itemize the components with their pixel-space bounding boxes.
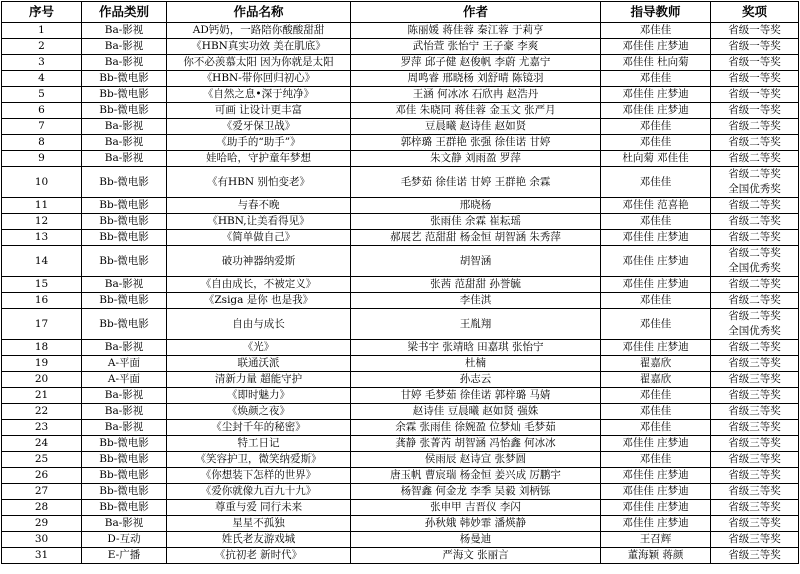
cell-category: Bb-微电影 bbox=[82, 198, 167, 214]
header-row bbox=[2, 2, 799, 23]
award-line: 省级二等奖 bbox=[728, 341, 781, 354]
cell-authors: 杜楠 bbox=[351, 356, 601, 372]
award-line: 省级二等奖 bbox=[728, 215, 781, 228]
cell-award bbox=[711, 340, 799, 356]
cell-title: AD钙奶，一路陪你酸酸甜甜 bbox=[167, 23, 351, 39]
cell-authors: 龚静 张菁芮 胡智涵 冯怡鑫 何冰冰 bbox=[351, 436, 601, 452]
cell-no: 22 bbox=[2, 404, 82, 420]
header-no: 序号 bbox=[2, 2, 82, 23]
table-row bbox=[2, 246, 799, 277]
cell-title: 《爱你就像九百九十九》 bbox=[167, 484, 351, 500]
cell-no: 9 bbox=[2, 151, 82, 167]
award-line: 省级三等奖 bbox=[728, 437, 781, 450]
cell-authors: 张茜 范甜甜 孙誉毓 bbox=[351, 277, 601, 293]
cell-teacher: 邓佳佳 庄梦迪 bbox=[601, 39, 711, 55]
cell-authors: 杨智鑫 何金龙 李季 吴毅 刘柄铄 bbox=[351, 484, 601, 500]
cell-award bbox=[711, 500, 799, 516]
table-row bbox=[2, 214, 799, 230]
table-row bbox=[2, 340, 799, 356]
cell-authors: 赵诗佳 豆晨曦 赵如贤 强姝 bbox=[351, 404, 601, 420]
cell-authors: 孙志云 bbox=[351, 372, 601, 388]
cell-title: 清新力量 超能守护 bbox=[167, 372, 351, 388]
cell-title: 《HBN,让美看得见》 bbox=[167, 214, 351, 230]
table-row bbox=[2, 484, 799, 500]
cell-category: Bb-微电影 bbox=[82, 452, 167, 468]
cell-no: 26 bbox=[2, 468, 82, 484]
cell-category: Bb-微电影 bbox=[82, 214, 167, 230]
cell-title: 《有HBN 别怕变老》 bbox=[167, 167, 351, 198]
table-row bbox=[2, 468, 799, 484]
cell-award bbox=[711, 103, 799, 119]
cell-no: 30 bbox=[2, 532, 82, 548]
cell-no: 17 bbox=[2, 309, 82, 340]
cell-award bbox=[711, 404, 799, 420]
cell-no: 13 bbox=[2, 230, 82, 246]
award-line: 省级一等奖 bbox=[728, 56, 781, 69]
cell-category: Bb-微电影 bbox=[82, 468, 167, 484]
cell-title: 特工日记 bbox=[167, 436, 351, 452]
award-line: 省级三等奖 bbox=[728, 549, 781, 562]
award-line: 省级三等奖 bbox=[728, 405, 781, 418]
cell-title: 《助手的“助手”》 bbox=[167, 135, 351, 151]
cell-award bbox=[711, 87, 799, 103]
cell-no: 20 bbox=[2, 372, 82, 388]
cell-title: 《笑容护卫，微笑纳爱斯》 bbox=[167, 452, 351, 468]
table-body bbox=[2, 23, 799, 564]
cell-award bbox=[711, 23, 799, 39]
cell-category: Bb-微电影 bbox=[82, 500, 167, 516]
cell-no: 16 bbox=[2, 293, 82, 309]
cell-title: 与春不晚 bbox=[167, 198, 351, 214]
cell-award bbox=[711, 230, 799, 246]
cell-title: 尊重与爱 同行未来 bbox=[167, 500, 351, 516]
cell-category: Ba-影视 bbox=[82, 151, 167, 167]
table-row bbox=[2, 500, 799, 516]
cell-award bbox=[711, 468, 799, 484]
cell-category: Ba-影视 bbox=[82, 135, 167, 151]
award-line: 省级一等奖 bbox=[728, 104, 781, 117]
award-line: 省级三等奖 bbox=[728, 389, 781, 402]
cell-category: Bb-微电影 bbox=[82, 246, 167, 277]
table-row bbox=[2, 55, 799, 71]
cell-award bbox=[711, 452, 799, 468]
cell-category: D-互动 bbox=[82, 532, 167, 548]
award-line: 省级二等奖 bbox=[728, 231, 781, 244]
header-category: 作品类别 bbox=[82, 2, 167, 23]
cell-title: 《HBN真实功效 美在肌底》 bbox=[167, 39, 351, 55]
cell-category: A-平面 bbox=[82, 356, 167, 372]
awards-table bbox=[1, 1, 799, 564]
table-row bbox=[2, 277, 799, 293]
award-line: 省级二等奖 bbox=[728, 168, 781, 180]
cell-authors: 胡智涵 bbox=[351, 246, 601, 277]
cell-title: 《HBN-带你回归初心》 bbox=[167, 71, 351, 87]
cell-teacher: 邓佳佳 bbox=[601, 404, 711, 420]
cell-category: Ba-影视 bbox=[82, 516, 167, 532]
cell-no: 31 bbox=[2, 548, 82, 564]
table-row bbox=[2, 293, 799, 309]
cell-authors: 王涵 何冰冰 石欣冉 赵浩丹 bbox=[351, 87, 601, 103]
award-line: 省级一等奖 bbox=[728, 24, 781, 37]
cell-no: 1 bbox=[2, 23, 82, 39]
cell-title: 《即时魅力》 bbox=[167, 388, 351, 404]
cell-teacher: 邓佳佳 庄梦迪 bbox=[601, 436, 711, 452]
cell-category: Bb-微电影 bbox=[82, 436, 167, 452]
cell-teacher: 翟嘉欣 bbox=[601, 372, 711, 388]
cell-teacher: 邓佳佳 bbox=[601, 309, 711, 340]
cell-award bbox=[711, 372, 799, 388]
award-line: 省级二等奖 bbox=[728, 199, 781, 212]
cell-no: 19 bbox=[2, 356, 82, 372]
cell-authors: 罗萍 邱子健 赵俊帆 李蔚 尤嘉宁 bbox=[351, 55, 601, 71]
cell-teacher: 邓佳佳 庄梦迪 bbox=[601, 277, 711, 293]
cell-title: 《简单做自己》 bbox=[167, 230, 351, 246]
cell-award bbox=[711, 420, 799, 436]
award-line: 省级一等奖 bbox=[728, 72, 781, 85]
cell-award bbox=[711, 356, 799, 372]
header-award: 奖项 bbox=[711, 2, 799, 23]
award-line: 省级三等奖 bbox=[728, 485, 781, 498]
table-row bbox=[2, 356, 799, 372]
table-row bbox=[2, 516, 799, 532]
cell-title: 可画 让设计更丰富 bbox=[167, 103, 351, 119]
cell-category: Ba-影视 bbox=[82, 388, 167, 404]
cell-authors: 唐玉帆 曹宸瑞 杨金恒 姜兴成 厉鹏宇 bbox=[351, 468, 601, 484]
cell-teacher: 邓佳佳 bbox=[601, 214, 711, 230]
cell-teacher: 邓佳佳 bbox=[601, 23, 711, 39]
cell-authors: 余霖 张雨佳 徐婉盈 位梦灿 毛梦茹 bbox=[351, 420, 601, 436]
cell-no: 6 bbox=[2, 103, 82, 119]
cell-authors: 孙秋娥 韩妙霏 潘煐静 bbox=[351, 516, 601, 532]
cell-no: 8 bbox=[2, 135, 82, 151]
cell-no: 10 bbox=[2, 167, 82, 198]
cell-title: 破功神器纳爱斯 bbox=[167, 246, 351, 277]
cell-authors: 郭梓璐 王群艳 张强 徐佳诺 甘婷 bbox=[351, 135, 601, 151]
cell-category: Bb-微电影 bbox=[82, 309, 167, 340]
table-row bbox=[2, 103, 799, 119]
cell-award bbox=[711, 39, 799, 55]
award-line: 省级二等奖 bbox=[728, 294, 781, 307]
cell-teacher: 邓佳佳 杜向菊 bbox=[601, 55, 711, 71]
table-row bbox=[2, 119, 799, 135]
header-title: 作品名称 bbox=[167, 2, 351, 23]
cell-award bbox=[711, 548, 799, 564]
cell-title: 《光》 bbox=[167, 340, 351, 356]
cell-award bbox=[711, 293, 799, 309]
cell-teacher: 邓佳佳 庄梦迪 bbox=[601, 484, 711, 500]
table-row bbox=[2, 452, 799, 468]
cell-award bbox=[711, 214, 799, 230]
cell-award bbox=[711, 246, 799, 277]
cell-authors: 郝展艺 范甜甜 杨金恒 胡智涵 朱秀萍 bbox=[351, 230, 601, 246]
cell-category: Ba-影视 bbox=[82, 119, 167, 135]
cell-no: 14 bbox=[2, 246, 82, 277]
table-row bbox=[2, 87, 799, 103]
cell-award bbox=[711, 309, 799, 340]
cell-title: 《自然之息•深于纯净》 bbox=[167, 87, 351, 103]
award-line: 全国优秀奖 bbox=[728, 262, 781, 274]
cell-no: 21 bbox=[2, 388, 82, 404]
cell-teacher: 邓佳佳 庄梦迪 bbox=[601, 87, 711, 103]
award-line: 省级一等奖 bbox=[728, 40, 781, 53]
table-row bbox=[2, 151, 799, 167]
cell-category: Ba-影视 bbox=[82, 39, 167, 55]
cell-title: 《尘封千年的秘密》 bbox=[167, 420, 351, 436]
cell-no: 12 bbox=[2, 214, 82, 230]
cell-title: 你不必羡慕太阳 因为你就是太阳 bbox=[167, 55, 351, 71]
cell-title: 《自由成长，不被定义》 bbox=[167, 277, 351, 293]
cell-authors: 朱文静 刘雨盈 罗萍 bbox=[351, 151, 601, 167]
award-line: 省级二等奖 bbox=[728, 152, 781, 165]
cell-teacher: 邓佳佳 庄梦迪 bbox=[601, 340, 711, 356]
cell-no: 27 bbox=[2, 484, 82, 500]
cell-authors: 甘婷 毛梦茹 徐佳诺 郭梓璐 马婧 bbox=[351, 388, 601, 404]
award-line: 省级三等奖 bbox=[728, 421, 781, 434]
cell-teacher: 邓佳佳 bbox=[601, 119, 711, 135]
table-row bbox=[2, 372, 799, 388]
cell-category: Ba-影视 bbox=[82, 404, 167, 420]
cell-authors: 王胤翔 bbox=[351, 309, 601, 340]
cell-authors: 梁书宇 张靖晗 田嘉琪 张怡宁 bbox=[351, 340, 601, 356]
cell-no: 2 bbox=[2, 39, 82, 55]
cell-category: Ba-影视 bbox=[82, 340, 167, 356]
award-line: 全国优秀奖 bbox=[728, 325, 781, 337]
cell-award bbox=[711, 151, 799, 167]
cell-award bbox=[711, 135, 799, 151]
cell-no: 15 bbox=[2, 277, 82, 293]
header-authors: 作者 bbox=[351, 2, 601, 23]
cell-authors: 邢晓杨 bbox=[351, 198, 601, 214]
cell-title: 联通沃派 bbox=[167, 356, 351, 372]
cell-award bbox=[711, 71, 799, 87]
cell-teacher: 杜向菊 邓佳佳 bbox=[601, 151, 711, 167]
cell-category: Ba-影视 bbox=[82, 55, 167, 71]
cell-authors: 侯雨辰 赵诗宣 张梦圆 bbox=[351, 452, 601, 468]
cell-title: 娃哈哈，守护童年梦想 bbox=[167, 151, 351, 167]
cell-teacher: 翟嘉欣 bbox=[601, 356, 711, 372]
award-line: 省级二等奖 bbox=[728, 247, 781, 259]
cell-teacher: 邓佳佳 bbox=[601, 71, 711, 87]
cell-teacher: 邓佳佳 庄梦迪 bbox=[601, 103, 711, 119]
cell-authors: 周鸣睿 邢晓杨 刘舒晴 陈镜羽 bbox=[351, 71, 601, 87]
cell-award bbox=[711, 167, 799, 198]
cell-teacher: 邓佳佳 庄梦迪 bbox=[601, 516, 711, 532]
award-line: 省级三等奖 bbox=[728, 373, 781, 386]
cell-title: 《爱牙保卫战》 bbox=[167, 119, 351, 135]
table-row bbox=[2, 167, 799, 198]
cell-award bbox=[711, 277, 799, 293]
table-row bbox=[2, 420, 799, 436]
cell-no: 4 bbox=[2, 71, 82, 87]
cell-category: Bb-微电影 bbox=[82, 103, 167, 119]
award-line: 省级三等奖 bbox=[728, 517, 781, 530]
cell-authors: 严海文 张丽言 bbox=[351, 548, 601, 564]
award-line: 省级三等奖 bbox=[728, 533, 781, 546]
cell-category: Ba-影视 bbox=[82, 23, 167, 39]
cell-teacher: 王召辉 bbox=[601, 532, 711, 548]
cell-no: 23 bbox=[2, 420, 82, 436]
cell-category: Bb-微电影 bbox=[82, 71, 167, 87]
cell-teacher: 邓佳佳 bbox=[601, 293, 711, 309]
cell-teacher: 邓佳佳 bbox=[601, 452, 711, 468]
cell-authors: 毛梦茹 徐佳诺 甘婷 王群艳 余霖 bbox=[351, 167, 601, 198]
award-line: 省级三等奖 bbox=[728, 469, 781, 482]
cell-teacher: 邓佳佳 bbox=[601, 167, 711, 198]
table-row bbox=[2, 309, 799, 340]
cell-award bbox=[711, 388, 799, 404]
cell-teacher: 邓佳佳 bbox=[601, 135, 711, 151]
cell-award bbox=[711, 516, 799, 532]
award-line: 省级二等奖 bbox=[728, 310, 781, 322]
cell-title: 《你想装下怎样的世界》 bbox=[167, 468, 351, 484]
award-line: 省级二等奖 bbox=[728, 278, 781, 291]
cell-no: 28 bbox=[2, 500, 82, 516]
cell-no: 3 bbox=[2, 55, 82, 71]
cell-authors: 邓佳 朱晓同 蒋佳蓉 金玉文 张严月 bbox=[351, 103, 601, 119]
table-row bbox=[2, 404, 799, 420]
cell-title: 《焕颜之夜》 bbox=[167, 404, 351, 420]
table-row bbox=[2, 230, 799, 246]
cell-teacher: 邓佳佳 bbox=[601, 388, 711, 404]
cell-title: 姓氏老友游戏城 bbox=[167, 532, 351, 548]
cell-authors: 张雨佳 余霖 崔耘瑶 bbox=[351, 214, 601, 230]
table-row bbox=[2, 548, 799, 564]
cell-category: E-广播 bbox=[82, 548, 167, 564]
cell-no: 11 bbox=[2, 198, 82, 214]
award-line: 省级三等奖 bbox=[728, 357, 781, 370]
cell-teacher: 邓佳佳 庄梦迪 bbox=[601, 246, 711, 277]
table-row bbox=[2, 39, 799, 55]
cell-teacher: 邓佳佳 范喜艳 bbox=[601, 198, 711, 214]
cell-no: 24 bbox=[2, 436, 82, 452]
cell-no: 7 bbox=[2, 119, 82, 135]
table-row bbox=[2, 198, 799, 214]
cell-category: A-平面 bbox=[82, 372, 167, 388]
table-row bbox=[2, 23, 799, 39]
header-teacher: 指导教师 bbox=[601, 2, 711, 23]
cell-authors: 李佳淇 bbox=[351, 293, 601, 309]
cell-authors: 张申甲 吉晋仪 李闪 bbox=[351, 500, 601, 516]
cell-title: 自由与成长 bbox=[167, 309, 351, 340]
table-row bbox=[2, 71, 799, 87]
cell-no: 5 bbox=[2, 87, 82, 103]
cell-category: Bb-微电影 bbox=[82, 230, 167, 246]
cell-award bbox=[711, 119, 799, 135]
cell-no: 25 bbox=[2, 452, 82, 468]
cell-authors: 武怡萱 张怡宁 王子豪 李爽 bbox=[351, 39, 601, 55]
cell-award bbox=[711, 198, 799, 214]
award-line: 省级三等奖 bbox=[728, 453, 781, 466]
cell-authors: 陈丽媛 蒋佳蓉 秦江蓉 于莉亨 bbox=[351, 23, 601, 39]
award-line: 省级二等奖 bbox=[728, 136, 781, 149]
award-line: 省级一等奖 bbox=[728, 88, 781, 101]
table-row bbox=[2, 436, 799, 452]
table-row bbox=[2, 532, 799, 548]
cell-category: Bb-微电影 bbox=[82, 167, 167, 198]
table-row bbox=[2, 135, 799, 151]
cell-no: 29 bbox=[2, 516, 82, 532]
cell-teacher: 邓佳佳 庄梦迪 bbox=[601, 500, 711, 516]
cell-category: Ba-影视 bbox=[82, 277, 167, 293]
table-row bbox=[2, 388, 799, 404]
award-line: 省级三等奖 bbox=[728, 501, 781, 514]
cell-teacher: 董海颖 蒋颜 bbox=[601, 548, 711, 564]
cell-category: Ba-影视 bbox=[82, 420, 167, 436]
cell-category: Bb-微电影 bbox=[82, 87, 167, 103]
award-line: 全国优秀奖 bbox=[728, 183, 781, 195]
cell-title: 星星不孤独 bbox=[167, 516, 351, 532]
cell-authors: 豆晨曦 赵诗佳 赵如贤 bbox=[351, 119, 601, 135]
cell-teacher: 邓佳佳 bbox=[601, 420, 711, 436]
cell-title: 《抗初老 新时代》 bbox=[167, 548, 351, 564]
cell-authors: 杨曼迪 bbox=[351, 532, 601, 548]
cell-teacher: 邓佳佳 庄梦迪 bbox=[601, 468, 711, 484]
cell-title: 《Zsiga 是你 也是我》 bbox=[167, 293, 351, 309]
cell-category: Bb-微电影 bbox=[82, 293, 167, 309]
cell-teacher: 邓佳佳 庄梦迪 bbox=[601, 230, 711, 246]
cell-award bbox=[711, 55, 799, 71]
cell-award bbox=[711, 436, 799, 452]
award-line: 省级二等奖 bbox=[728, 120, 781, 133]
cell-no: 18 bbox=[2, 340, 82, 356]
cell-award bbox=[711, 532, 799, 548]
cell-category: Bb-微电影 bbox=[82, 484, 167, 500]
cell-award bbox=[711, 484, 799, 500]
